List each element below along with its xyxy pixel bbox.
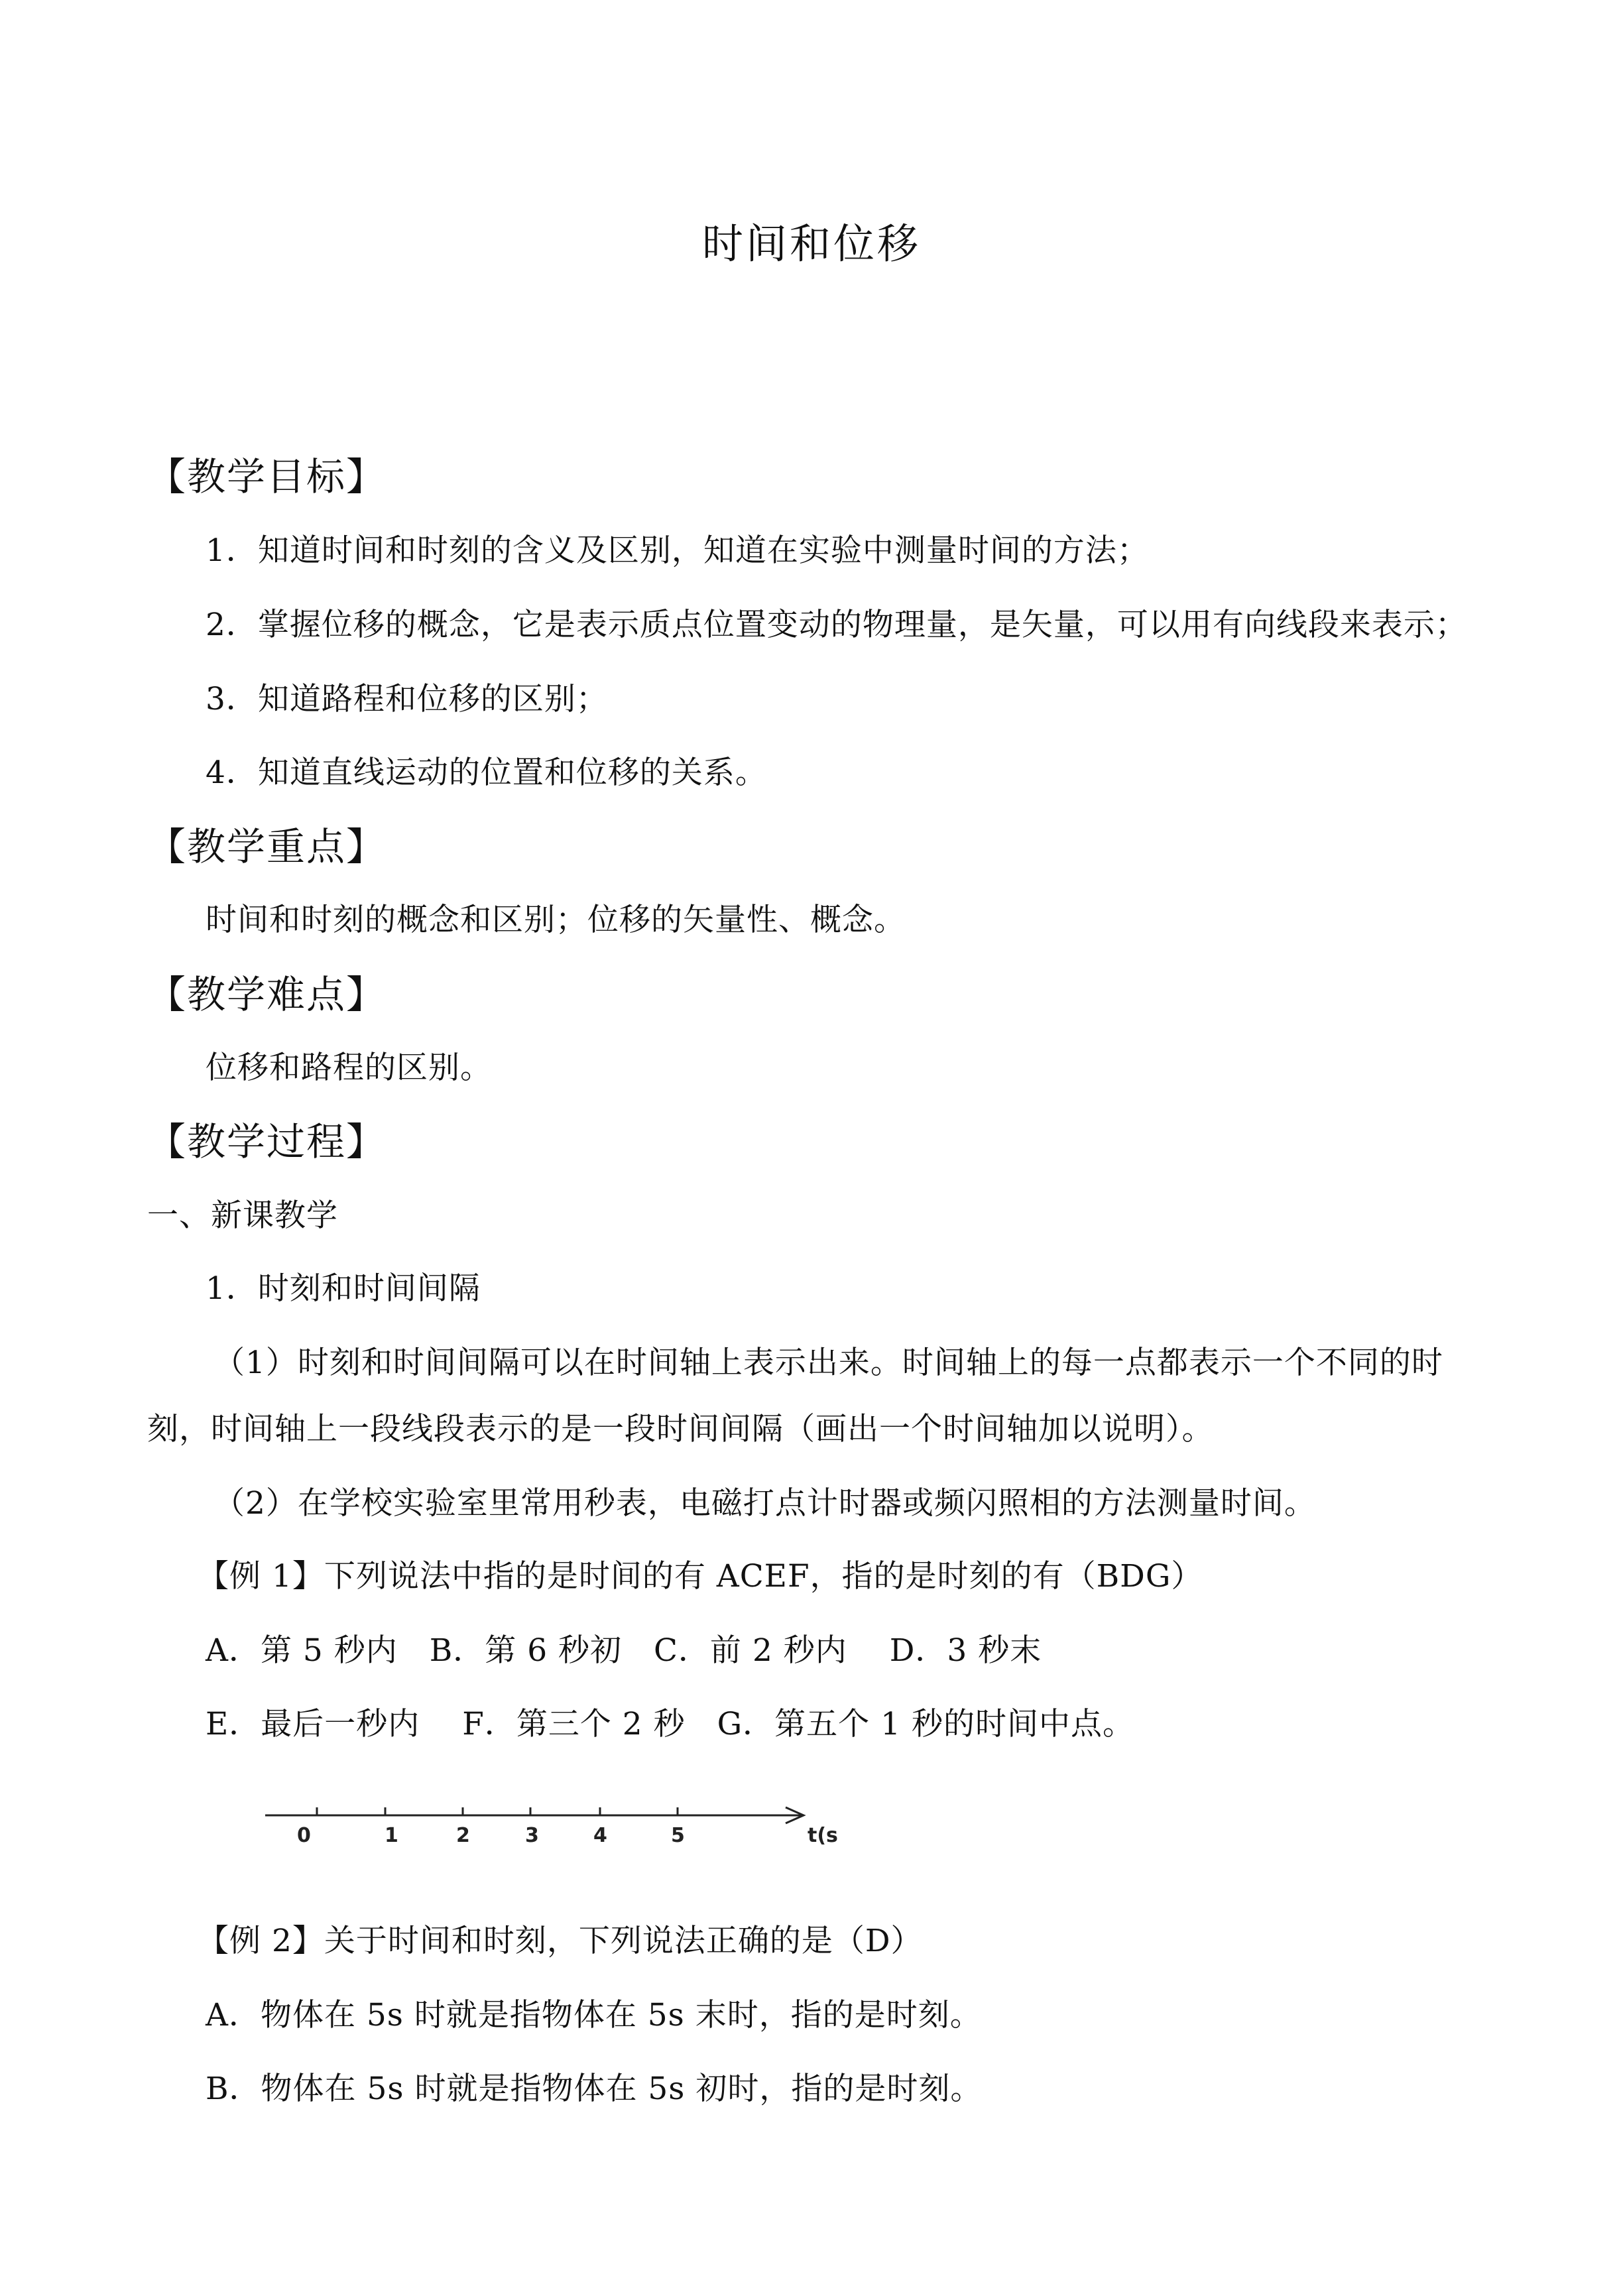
objective-item-2: 2．掌握位移的概念，它是表示质点位置变动的物理量，是矢量，可以用有向线段来表示； [206, 607, 1467, 643]
objective-item-1: 1．知道时间和时刻的含义及区别，知道在实验中测量时间的方法； [206, 532, 1149, 569]
part-title: 一、新课教学 [147, 1197, 338, 1234]
tick-label: 3 [525, 1824, 539, 1847]
page-title: 时间和位移 [701, 219, 921, 268]
example-2-stem: 【例 2】关于时间和时刻，下列说法正确的是（D） [198, 1923, 923, 1959]
process-heading: 【教学过程】 [147, 1119, 387, 1164]
example-1-stem: 【例 1】下列说法中指的是时间的有 ACEF，指的是时刻的有（BDG） [198, 1558, 1203, 1595]
tick-label: 5 [671, 1824, 685, 1847]
difficulties-heading: 【教学难点】 [147, 972, 387, 1017]
axis-label: t(s [808, 1824, 838, 1847]
difficulties-text: 位移和路程的区别。 [206, 1050, 492, 1086]
tick-label: 1 [385, 1824, 398, 1847]
paragraph-2: （2）在学校实验室里常用秒表，电磁打点计时器或频闪照相的方法测量时间。 [213, 1485, 1316, 1522]
tick-label: 0 [297, 1824, 311, 1847]
sub-title: 1．时刻和时间间隔 [206, 1270, 481, 1307]
paragraph-1-line-1: （1）时刻和时间间隔可以在时间轴上表示出来。时间轴上的每一点都表示一个不同的时 [213, 1345, 1443, 1381]
objectives-heading: 【教学目标】 [147, 454, 387, 499]
key-points-heading: 【教学重点】 [147, 824, 387, 869]
objective-item-3: 3．知道路程和位移的区别； [206, 681, 608, 717]
tick-label: 4 [593, 1824, 607, 1847]
tick-label: 2 [456, 1824, 470, 1847]
example-2-option-a: A．物体在 5s 时就是指物体在 5s 末时，指的是时刻。 [206, 1997, 982, 2033]
key-points-text: 时间和时刻的概念和区别；位移的矢量性、概念。 [206, 902, 906, 938]
example-1-options-line-2: E．最后一秒内 F．第三个 2 秒 G．第五个 1 秒的时间中点。 [206, 1706, 1134, 1742]
example-2-option-b: B．物体在 5s 时就是指物体在 5s 初时，指的是时刻。 [206, 2071, 983, 2107]
time-axis-diagram [252, 1783, 849, 1856]
paragraph-1-line-2: 刻，时间轴上一段线段表示的是一段时间间隔（画出一个时间轴加以说明）。 [147, 1411, 1214, 1447]
example-1-options-line-1: A．第 5 秒内 B．第 6 秒初 C．前 2 秒内 D．3 秒末 [206, 1632, 1042, 1669]
objective-item-4: 4．知道直线运动的位置和位移的关系。 [206, 755, 767, 791]
